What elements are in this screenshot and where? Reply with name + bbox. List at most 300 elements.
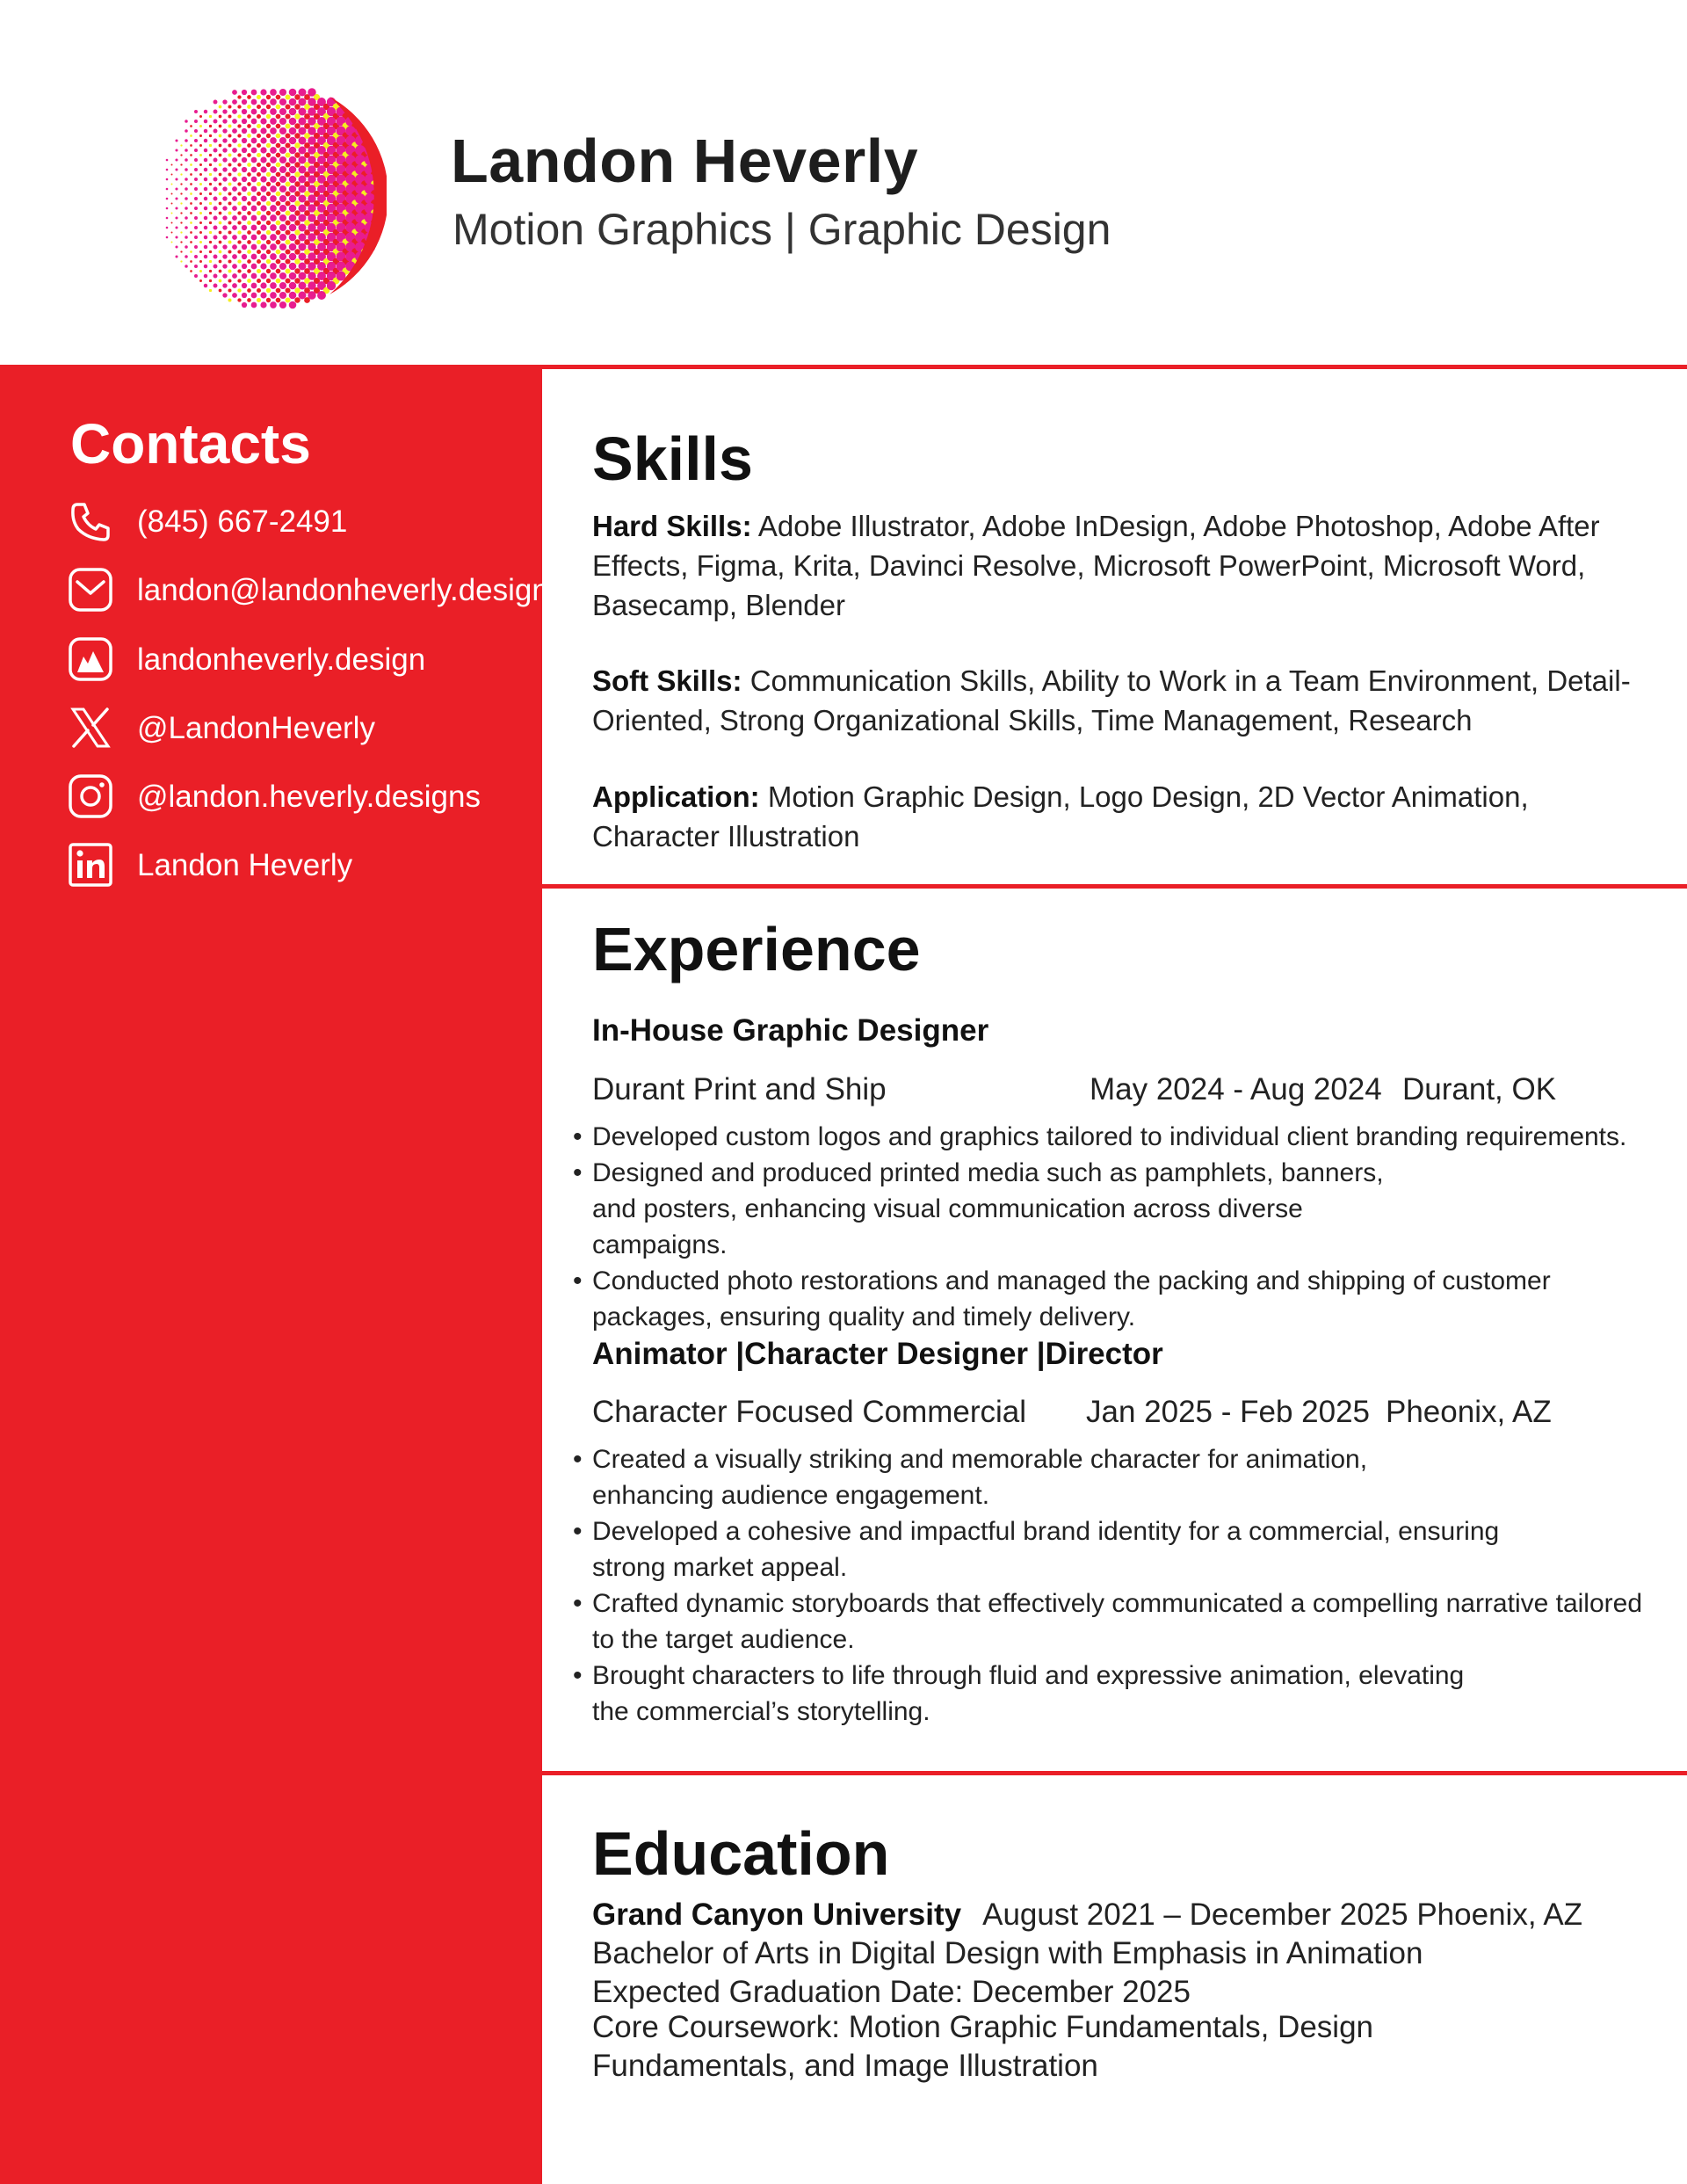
- halftone-dot: [222, 177, 227, 181]
- job-bullet: • Developed a cohesive and impactful brand identity for a commercial, ensuring strong market appeal.: [573, 1513, 1647, 1585]
- halftone-dot: [175, 149, 177, 151]
- halftone-dot: [276, 114, 281, 120]
- halftone-dot: [260, 234, 266, 240]
- halftone-dot: [266, 153, 271, 157]
- halftone-dot: [232, 99, 237, 105]
- halftone-dot: [209, 183, 212, 185]
- halftone-dot: [247, 95, 251, 99]
- halftone-dot: [266, 95, 271, 99]
- halftone-dot: [276, 124, 281, 129]
- halftone-dot: [190, 183, 192, 185]
- halftone-dot: [171, 203, 173, 205]
- job-bullets: [573, 1441, 1647, 1730]
- halftone-dot: [260, 272, 266, 279]
- halftone-dot: [242, 109, 247, 114]
- halftone-dot: [194, 274, 198, 278]
- halftone-dot: [237, 298, 241, 301]
- halftone-dot: [222, 225, 227, 229]
- halftone-dot: [251, 119, 257, 125]
- halftone-dot: [228, 250, 231, 253]
- halftone-dot: [209, 250, 212, 253]
- halftone-dot: [285, 191, 290, 196]
- halftone-dot: [285, 94, 290, 99]
- halftone-dot: [214, 178, 218, 182]
- halftone-dot: [270, 282, 277, 289]
- halftone-dot: [209, 241, 212, 243]
- contact-linkedin[interactable]: [67, 840, 353, 889]
- halftone-dot: [294, 191, 300, 196]
- halftone-dot: [270, 263, 277, 270]
- halftone-dot: [260, 118, 266, 124]
- halftone-dot: [251, 244, 257, 250]
- hard-skills-text: Adobe Illustrator, Adobe InDesign, Adobe Photoshop, Adobe After Effects, Figma, Krita, Davinci Resolve, Microsoft PowerPoint, Microsoft Word, Basecamp, Blender: [592, 510, 1600, 621]
- job-bullet: • Crafted dynamic storyboards that effectively communicated a compelling narrative tailored to the target audience.: [573, 1585, 1647, 1658]
- halftone-dot: [242, 196, 247, 201]
- halftone-dot: [232, 206, 237, 211]
- contact-x-text: @LandonHeverly: [137, 710, 375, 745]
- halftone-dot: [276, 201, 281, 207]
- halftone-dot: [289, 89, 297, 97]
- halftone-dot: [209, 231, 212, 234]
- halftone-dot: [270, 243, 277, 250]
- halftone-dot: [199, 173, 202, 176]
- halftone-dot: [285, 287, 290, 293]
- halftone-dot: [289, 214, 297, 222]
- halftone-dot: [242, 244, 247, 250]
- halftone-dot: [185, 236, 188, 239]
- halftone-dot: [251, 138, 257, 144]
- halftone-dot: [194, 265, 198, 268]
- halftone-dot: [294, 133, 300, 138]
- halftone-dot: [247, 240, 251, 244]
- halftone-dot: [294, 113, 300, 119]
- halftone-dot: [289, 118, 297, 126]
- halftone-dot: [199, 183, 202, 185]
- halftone-dot: [228, 153, 231, 156]
- halftone-dot: [247, 221, 251, 225]
- halftone-dot: [228, 114, 231, 118]
- halftone-dot: [190, 154, 192, 156]
- halftone-dot: [209, 144, 212, 147]
- halftone-dot: [270, 292, 277, 299]
- halftone-dot: [285, 171, 290, 177]
- halftone-dot: [185, 216, 188, 220]
- halftone-dot: [247, 279, 251, 283]
- halftone-dot: [232, 90, 237, 95]
- halftone-dot: [237, 143, 241, 147]
- halftone-dot: [180, 260, 182, 262]
- halftone-dot: [294, 278, 300, 283]
- halftone-dot: [276, 192, 281, 197]
- halftone-dot: [251, 206, 257, 212]
- halftone-dot: [242, 302, 247, 308]
- halftone-dot: [242, 264, 247, 269]
- halftone-dot: [199, 115, 202, 118]
- halftone-dot: [242, 167, 247, 172]
- halftone-dot: [237, 124, 241, 127]
- halftone-dot: [279, 243, 286, 250]
- halftone-dot: [175, 168, 177, 171]
- halftone-dot: [285, 258, 290, 264]
- halftone-dot: [219, 154, 222, 157]
- halftone-dot: [204, 168, 207, 171]
- halftone-dot: [237, 250, 241, 253]
- halftone-dot: [266, 269, 271, 273]
- halftone-dot: [237, 211, 241, 214]
- halftone-dot: [294, 123, 300, 128]
- halftone-dot: [289, 253, 297, 261]
- halftone-dot: [175, 139, 177, 141]
- halftone-dot: [219, 144, 222, 148]
- halftone-dot: [276, 230, 281, 236]
- halftone-dot: [260, 156, 266, 163]
- halftone-dot: [257, 230, 261, 235]
- halftone-dot: [257, 201, 261, 206]
- halftone-dot: [257, 269, 261, 273]
- halftone-dot: [219, 241, 222, 244]
- halftone-dot: [247, 134, 251, 138]
- halftone-dot: [222, 206, 227, 210]
- halftone-dot: [228, 182, 231, 185]
- halftone-sphere-logo: [154, 79, 387, 312]
- halftone-dot: [190, 125, 192, 127]
- contact-phone[interactable]: [67, 497, 348, 546]
- halftone-dot: [242, 157, 247, 163]
- halftone-dot: [285, 200, 290, 206]
- halftone-dot: [251, 177, 257, 183]
- education-coursework: Core Coursework: Motion Graphic Fundamentals, Design Fundamentals, and Image Illustration: [592, 2010, 1373, 2083]
- halftone-dot: [285, 249, 290, 254]
- halftone-dot: [279, 118, 286, 125]
- halftone-dot: [232, 196, 237, 201]
- halftone-dot: [185, 197, 188, 200]
- halftone-dot: [257, 163, 261, 167]
- soft-skills-label: Soft Skills:: [592, 664, 742, 697]
- halftone-dot: [214, 168, 218, 172]
- halftone-dot: [185, 149, 188, 152]
- halftone-dot: [194, 178, 198, 181]
- halftone-dot: [185, 120, 188, 123]
- halftone-dot: [175, 216, 177, 219]
- halftone-dot: [222, 157, 227, 162]
- halftone-dot: [214, 245, 218, 250]
- halftone-dot: [228, 259, 231, 263]
- halftone-dot: [289, 127, 297, 135]
- halftone-dot: [166, 236, 169, 239]
- halftone-dot: [232, 254, 237, 259]
- halftone-dot: [242, 283, 247, 288]
- halftone-dot: [289, 272, 297, 280]
- halftone-dot: [257, 153, 261, 157]
- halftone-dot: [219, 163, 222, 167]
- halftone-dot: [204, 120, 207, 123]
- contact-x[interactable]: [67, 703, 375, 752]
- halftone-dot: [228, 230, 231, 234]
- contact-website[interactable]: [67, 635, 426, 684]
- halftone-dot: [247, 192, 251, 196]
- halftone-dot: [266, 134, 271, 138]
- halftone-dot: [228, 172, 231, 176]
- halftone-dot: [228, 288, 231, 292]
- halftone-dot: [180, 154, 182, 156]
- halftone-dot: [270, 224, 277, 231]
- halftone-dot: [279, 224, 286, 231]
- halftone-dot: [266, 124, 271, 128]
- halftone-dot: [180, 241, 182, 243]
- halftone-dot: [204, 274, 207, 278]
- halftone-dot: [260, 176, 266, 182]
- halftone-dot: [166, 159, 169, 162]
- halftone-dot: [285, 123, 290, 128]
- halftone-dot: [219, 212, 222, 215]
- education-heading: Education: [592, 1819, 890, 1888]
- halftone-dot: [257, 143, 261, 148]
- halftone-dot: [219, 202, 222, 206]
- halftone-dot: [222, 293, 227, 297]
- halftone-dot: [228, 221, 231, 224]
- halftone-dot: [194, 216, 198, 220]
- halftone-dot: [199, 260, 202, 263]
- halftone-dot: [199, 163, 202, 166]
- halftone-dot: [237, 172, 241, 176]
- contact-instagram-text: @landon.heverly.designs: [137, 779, 481, 814]
- halftone-dot: [260, 301, 266, 308]
- halftone-dot: [204, 216, 207, 220]
- halftone-dot: [251, 128, 257, 134]
- halftone-dot: [251, 235, 257, 241]
- soft-skills: [592, 661, 1638, 740]
- halftone-dot: [294, 287, 300, 293]
- halftone-dot: [260, 89, 266, 95]
- halftone-dot: [204, 207, 207, 210]
- halftone-dot: [294, 94, 300, 99]
- halftone-dot: [279, 253, 286, 260]
- halftone-dot: [190, 163, 192, 166]
- halftone-dot: [199, 144, 202, 147]
- halftone-dot: [289, 292, 297, 300]
- halftone-dot: [270, 147, 277, 154]
- halftone-dot: [194, 197, 198, 200]
- halftone-dot: [222, 264, 227, 268]
- halftone-dot: [232, 235, 237, 240]
- halftone-dot: [276, 288, 281, 294]
- halftone-dot: [285, 220, 290, 225]
- halftone-dot: [175, 255, 177, 258]
- halftone-dot: [204, 139, 207, 142]
- halftone-dot: [228, 134, 231, 137]
- halftone-dot: [276, 259, 281, 265]
- halftone-dot: [270, 137, 277, 144]
- halftone-dot: [222, 109, 227, 113]
- halftone-dot: [251, 215, 257, 221]
- halftone-dot: [251, 225, 257, 231]
- halftone-dot: [276, 211, 281, 216]
- education-school-line: [592, 1899, 1582, 1930]
- halftone-dot: [276, 269, 281, 274]
- halftone-dot: [247, 250, 251, 254]
- education-graduation: Expected Graduation Date: December 2025: [592, 1975, 1191, 2009]
- candidate-tagline: Motion Graphics | Graphic Design: [453, 205, 1111, 254]
- halftone-dot: [247, 211, 251, 215]
- halftone-dot: [209, 289, 212, 292]
- contact-email[interactable]: [67, 565, 549, 614]
- halftone-dot: [257, 211, 261, 215]
- halftone-dot: [289, 243, 297, 251]
- halftone-dot: [171, 242, 173, 243]
- halftone-dot: [260, 98, 266, 105]
- contact-instagram[interactable]: [67, 772, 481, 821]
- halftone-dot: [289, 301, 297, 309]
- halftone-dot: [222, 186, 227, 191]
- halftone-dot: [279, 301, 286, 308]
- halftone-dot: [257, 192, 261, 196]
- halftone-dot: [232, 225, 237, 230]
- halftone-dot: [190, 202, 192, 205]
- halftone-dot: [237, 163, 241, 166]
- halftone-dot: [171, 193, 173, 195]
- halftone-dot: [242, 206, 247, 211]
- halftone-sphere-icon: [154, 79, 387, 312]
- halftone-dot: [270, 214, 277, 221]
- contact-email-text: landon@landonheverly.design: [137, 572, 549, 607]
- halftone-dot: [270, 253, 277, 260]
- halftone-dot: [247, 182, 251, 186]
- section-divider: [542, 1771, 1687, 1775]
- halftone-dot: [171, 184, 173, 185]
- halftone-dot: [257, 124, 261, 128]
- halftone-dot: [242, 177, 247, 182]
- hard-skills: [592, 506, 1638, 625]
- halftone-dot: [257, 240, 261, 244]
- halftone-dot: [175, 187, 177, 190]
- halftone-dot: [285, 239, 290, 244]
- halftone-dot: [289, 156, 297, 164]
- halftone-dot: [204, 197, 207, 200]
- halftone-dot: [175, 226, 177, 229]
- halftone-dot: [266, 298, 271, 302]
- halftone-dot: [190, 212, 192, 214]
- halftone-dot: [180, 231, 182, 233]
- halftone-dot: [175, 236, 177, 238]
- halftone-dot: [279, 147, 286, 154]
- halftone-dot: [276, 298, 281, 303]
- halftone-dot: [279, 282, 286, 289]
- contacts-heading: Contacts: [70, 412, 311, 475]
- job-bullets: [573, 1119, 1647, 1335]
- halftone-dot: [266, 114, 271, 119]
- halftone-dot: [171, 174, 173, 176]
- halftone-dot: [294, 104, 300, 109]
- halftone-dot: [199, 202, 202, 205]
- halftone-dot: [214, 207, 218, 211]
- job-bullet: • Brought characters to life through fluid and expressive animation, elevating the commercial’s storytelling.: [573, 1658, 1647, 1730]
- halftone-dot: [190, 241, 192, 243]
- halftone-dot: [209, 134, 212, 137]
- halftone-dot: [232, 148, 237, 153]
- halftone-dot: [294, 249, 300, 254]
- halftone-dot: [270, 272, 277, 279]
- halftone-dot: [222, 148, 227, 152]
- halftone-dot: [257, 259, 261, 264]
- halftone-dot: [294, 297, 300, 302]
- halftone-dot: [294, 258, 300, 264]
- halftone-dot: [185, 168, 188, 171]
- halftone-dot: [232, 293, 237, 298]
- halftone-dot: [251, 196, 257, 202]
- halftone-dot: [279, 214, 286, 221]
- halftone-dot: [185, 139, 188, 142]
- halftone-dot: [285, 133, 290, 138]
- section-divider: [542, 884, 1687, 889]
- halftone-dot: [237, 279, 241, 282]
- halftone-dot: [228, 279, 231, 282]
- mail-icon: [67, 566, 114, 613]
- halftone-dot: [166, 169, 169, 171]
- halftone-dot: [237, 288, 241, 292]
- halftone-dot: [190, 192, 192, 195]
- halftone-dot: [294, 171, 300, 177]
- halftone-dot: [219, 270, 222, 273]
- halftone-dot: [194, 236, 198, 239]
- halftone-dot: [209, 270, 212, 272]
- halftone-dot: [214, 274, 218, 279]
- halftone-dot: [285, 113, 290, 119]
- halftone-dot: [279, 127, 286, 134]
- halftone-dot: [237, 134, 241, 137]
- halftone-dot: [247, 114, 251, 119]
- job-company: Durant Print and Ship: [592, 1072, 887, 1107]
- halftone-dot: [260, 185, 266, 192]
- halftone-dot: [194, 149, 198, 152]
- job-location: Pheonix, AZ: [1386, 1395, 1552, 1429]
- halftone-dot: [232, 215, 237, 221]
- halftone-dot: [232, 128, 237, 134]
- halftone-dot: [266, 172, 271, 177]
- application-label: Application:: [592, 780, 760, 813]
- halftone-dot: [289, 176, 297, 184]
- halftone-dot: [289, 282, 297, 290]
- halftone-dot: [228, 201, 231, 205]
- halftone-dot: [270, 98, 277, 105]
- halftone-dot: [204, 245, 207, 249]
- halftone-dot: [237, 221, 241, 224]
- halftone-dot: [276, 221, 281, 226]
- halftone-dot: [294, 239, 300, 244]
- halftone-dot: [294, 229, 300, 235]
- halftone-dot: [242, 254, 247, 259]
- halftone-dot: [219, 260, 222, 264]
- halftone-dot: [237, 192, 241, 195]
- halftone-dot: [247, 153, 251, 157]
- education-school: Grand Canyon University: [592, 1897, 962, 1932]
- halftone-dot: [190, 134, 192, 137]
- halftone-dot: [247, 105, 251, 109]
- halftone-dot: [166, 178, 169, 181]
- halftone-dot: [194, 158, 198, 162]
- halftone-dot: [279, 185, 286, 192]
- halftone-dot: [214, 284, 218, 288]
- halftone-dot: [285, 268, 290, 273]
- halftone-dot: [209, 163, 212, 166]
- halftone-dot: [260, 147, 266, 153]
- halftone-dot: [204, 236, 207, 239]
- halftone-dot: [270, 89, 277, 96]
- halftone-dot: [270, 118, 277, 125]
- halftone-dot: [270, 195, 277, 202]
- halftone-dot: [185, 265, 188, 268]
- halftone-dot: [247, 269, 251, 273]
- halftone-dot: [289, 137, 297, 145]
